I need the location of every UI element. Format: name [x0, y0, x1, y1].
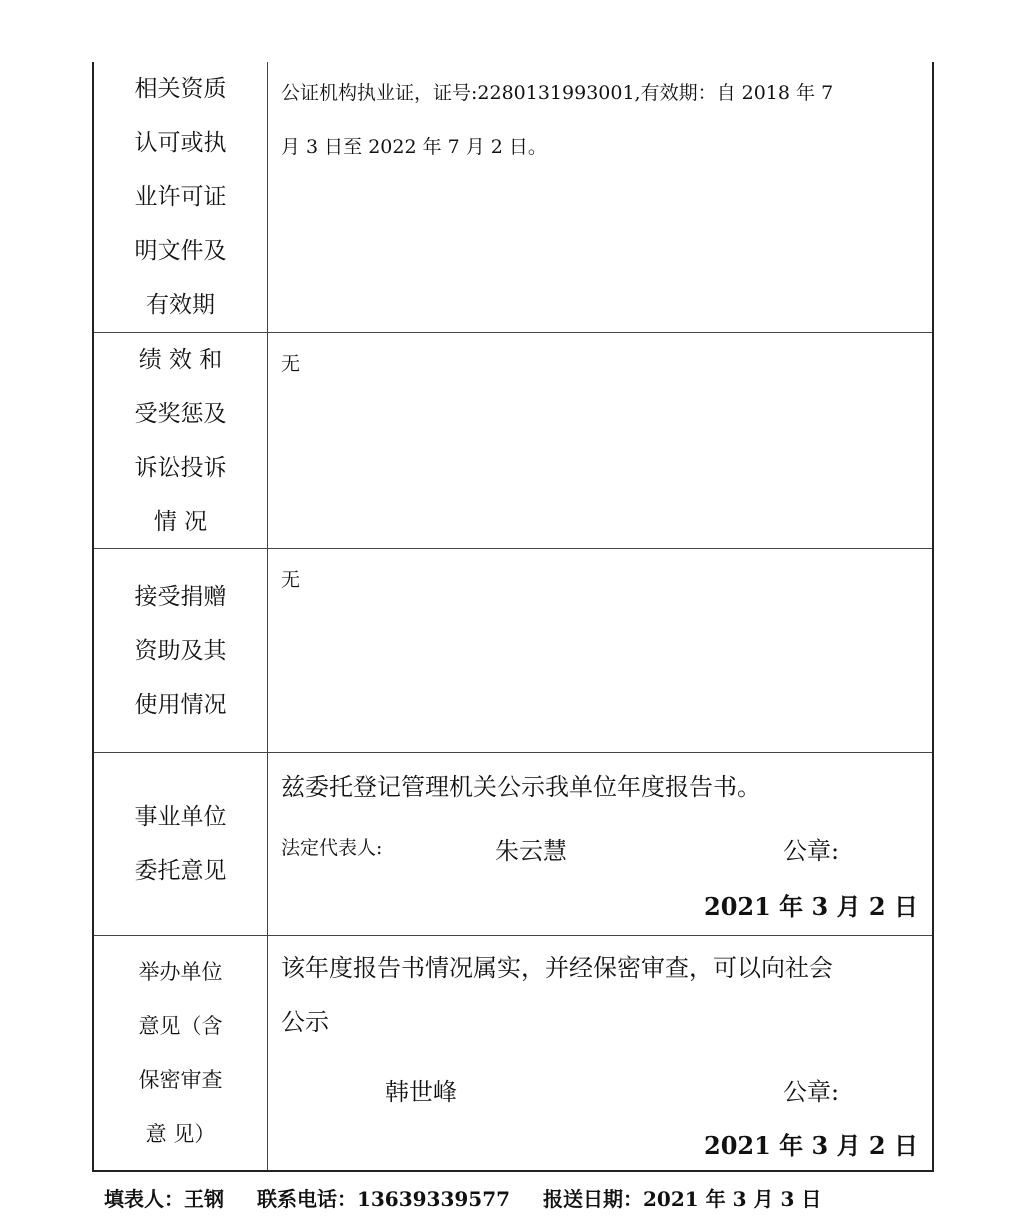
label-line: 意见（含 [138, 1014, 223, 1038]
row-content [269, 936, 932, 1170]
label-line: 事业单位 [134, 804, 227, 830]
row-label [94, 333, 268, 548]
label-line: 接受捐赠 [134, 583, 227, 610]
label-line: 委托意见 [134, 858, 227, 884]
sponsor-date: 2021 年 3 月 2 日 [704, 1131, 918, 1160]
label-line: 认可或执 [134, 130, 227, 156]
content-value: 无 [281, 569, 301, 591]
report-table [92, 62, 934, 1172]
row-donations [94, 549, 932, 753]
label-line: 诉讼投诉 [134, 454, 227, 481]
label-line: 业许可证 [134, 184, 227, 210]
row-label [94, 753, 268, 935]
label-line: 有效期 [146, 292, 215, 318]
label-line: 情 况 [153, 508, 208, 535]
seal-label: 公章: [783, 837, 840, 865]
entrust-date: 2021 年 3 月 2 日 [704, 892, 918, 921]
sponsor-signer: 韩世峰 [385, 1078, 457, 1106]
label-line: 举办单位 [138, 960, 223, 984]
submit-date: 报送日期：2021 年 3 月 3 日 [543, 1187, 822, 1211]
legal-rep-name: 朱云慧 [495, 837, 567, 865]
sponsor-statement: 该年度报告书情况属实，并经保密审查，可以向社会 [281, 954, 833, 982]
row-content [269, 333, 932, 548]
label-line: 保密审查 [138, 1068, 223, 1092]
row-content [269, 62, 932, 332]
filler-info: 填表人：王钢 [104, 1187, 224, 1211]
label-line: 使用情况 [134, 691, 227, 718]
label-line: 相关资质 [134, 76, 227, 102]
row-qualifications [94, 62, 932, 333]
content-line: 月 3 日至 2022 年 7 月 2 日。 [281, 136, 547, 158]
form-footer [104, 1183, 847, 1212]
phone-info: 联系电话：13639339577 [256, 1187, 511, 1211]
row-content [269, 753, 932, 935]
row-label [94, 549, 268, 752]
seal-label: 公章: [783, 1078, 840, 1106]
row-content [269, 549, 932, 752]
row-sponsor-opinion [94, 936, 932, 1170]
content-value: 无 [281, 353, 301, 375]
content-line: 公证机构执业证，证号:2280131993001,有效期：自 2018 年 7 [281, 82, 834, 104]
row-label [94, 936, 268, 1170]
row-entrustment [94, 753, 932, 936]
label-line: 意 见） [145, 1122, 216, 1146]
label-line: 资助及其 [134, 637, 227, 664]
entrust-statement: 兹委托登记管理机关公示我单位年度报告书。 [281, 773, 761, 801]
label-line: 明文件及 [134, 238, 227, 264]
label-line: 绩 效 和 [138, 346, 223, 373]
row-performance [94, 333, 932, 549]
legal-rep-label: 法定代表人: [281, 837, 383, 859]
sponsor-statement-cont: 公示 [281, 1008, 329, 1036]
label-line: 受奖惩及 [134, 400, 227, 427]
row-label [94, 62, 268, 332]
